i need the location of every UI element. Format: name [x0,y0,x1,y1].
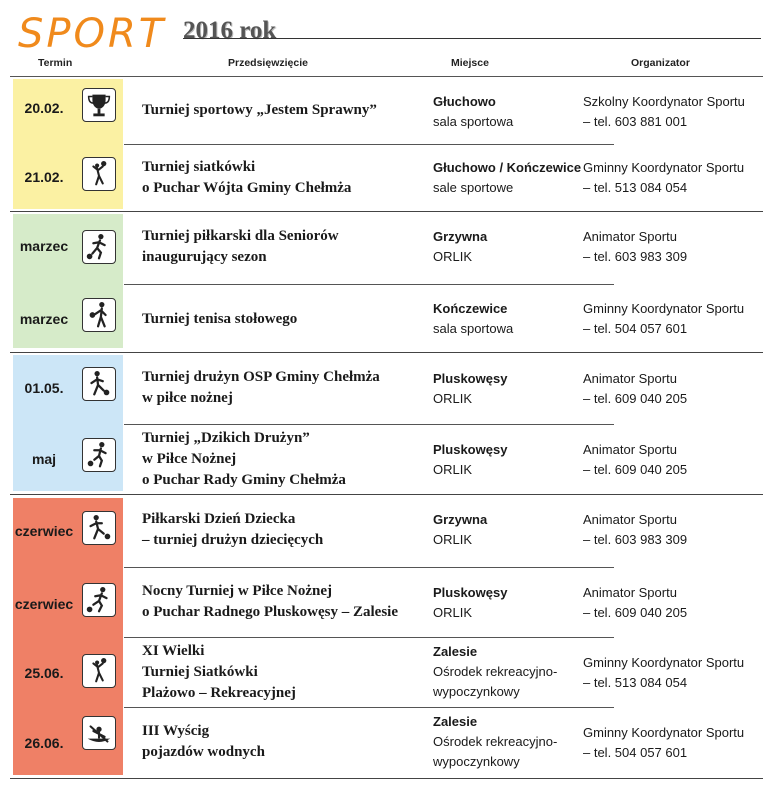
table-row [0,285,768,352]
event-place: Pluskowęsy ORLIK [433,442,508,477]
volleyball-icon [82,157,116,191]
table-row [0,213,768,284]
event-date: 20.02. [24,100,64,116]
event-place: Zalesie Ośrodek rekreacyjno- wypoczynkowy [433,644,558,699]
column-header-place: Miejsce [451,57,489,69]
event-name: Piłkarski Dzień Dziecka – turniej drużyn dziecięcych [142,511,324,548]
trophy-icon [82,88,116,122]
football-icon [82,438,116,472]
table-row [0,80,768,144]
event-date: maj [31,451,57,467]
event-date: 21.02. [24,169,64,185]
event-name: Turniej tenisa stołowego [142,311,298,327]
title-underline [183,38,761,39]
event-name: Turniej „Dzikich Drużyn” w Piłce Nożnej o Puchar Rady Gminy Chełmża [142,430,346,488]
event-name: Turniej drużyn OSP Gminy Chełmża w piłce nożnej [142,369,380,406]
event-name: Turniej siatkówki o Puchar Wójta Gminy Chełmża [142,159,352,196]
football-icon [82,511,116,545]
event-date: 01.05. [24,380,64,396]
event-place: Pluskowęsy ORLIK [433,371,508,406]
column-header-termin: Termin [38,57,73,69]
table-row [0,425,768,494]
column-header-event: Przedsięwzięcie [228,57,308,69]
event-organizer: Animator Sportu – tel. 603 983 309 [583,512,688,547]
event-place: Pluskowęsy ORLIK [433,585,508,620]
event-place: Grzywna ORLIK [433,229,488,264]
header-divider [10,76,763,77]
event-place: Głuchowo / Kończewice sale sportowe [433,160,582,195]
event-organizer: Animator Sportu – tel. 603 983 309 [583,229,688,264]
page-header [0,0,768,80]
event-organizer: Gminny Koordynator Sportu – tel. 513 084 054 [583,160,745,195]
section-divider [10,211,763,212]
event-date: marzec [19,238,69,254]
event-organizer: Gminny Koordynator Sportu – tel. 504 057 601 [583,301,745,336]
section-divider [10,352,763,353]
event-place: Kończewice sala sportowa [433,301,514,336]
event-name: III Wyścig pojazdów wodnych [142,723,265,760]
title-year: 2016 rok [183,17,277,44]
event-date: czerwiec [14,523,74,539]
title-sport: SPORT [18,11,167,57]
event-name: Turniej sportowy „Jestem Sprawny” [142,102,377,118]
table-row [0,568,768,637]
canoe-icon [82,716,116,750]
event-place: Głuchowo sala sportowa [433,94,514,129]
table-row [0,638,768,707]
event-organizer: Animator Sportu – tel. 609 040 205 [583,371,688,406]
football-icon [82,583,116,617]
event-place: Grzywna ORLIK [433,512,488,547]
event-organizer: Animator Sportu – tel. 609 040 205 [583,585,688,620]
event-organizer: Gminny Koordynator Sportu – tel. 513 084 054 [583,655,745,690]
volleyball-icon [82,654,116,688]
event-date: marzec [19,311,69,327]
event-organizer: Gminny Koordynator Sportu – tel. 504 057 601 [583,725,745,760]
event-name: Turniej piłkarski dla Seniorów inaugurujący sezon [142,228,339,265]
column-header-organizer: Organizator [631,57,690,69]
table-row [0,354,768,424]
event-organizer: Szkolny Koordynator Sportu – tel. 603 881 001 [583,94,745,129]
event-name: Nocny Turniej w Piłce Nożnej o Puchar Radnego Pluskowęsy – Zalesie [142,583,398,620]
football-icon [82,367,116,401]
table-row [0,496,768,567]
section-divider [10,778,763,779]
table-tennis-icon [82,298,116,332]
football-icon [82,230,116,264]
table-row [0,708,768,778]
event-date: 25.06. [24,665,64,681]
event-name: XI Wielki Turniej Siatkówki Plażowo – Rekreacyjnej [142,643,296,701]
event-date: czerwiec [14,596,74,612]
section-divider [10,494,763,495]
table-row [0,145,768,211]
event-date: 26.06. [24,735,64,751]
event-place: Zalesie Ośrodek rekreacyjno- wypoczynkowy [433,714,558,769]
event-organizer: Animator Sportu – tel. 609 040 205 [583,442,688,477]
